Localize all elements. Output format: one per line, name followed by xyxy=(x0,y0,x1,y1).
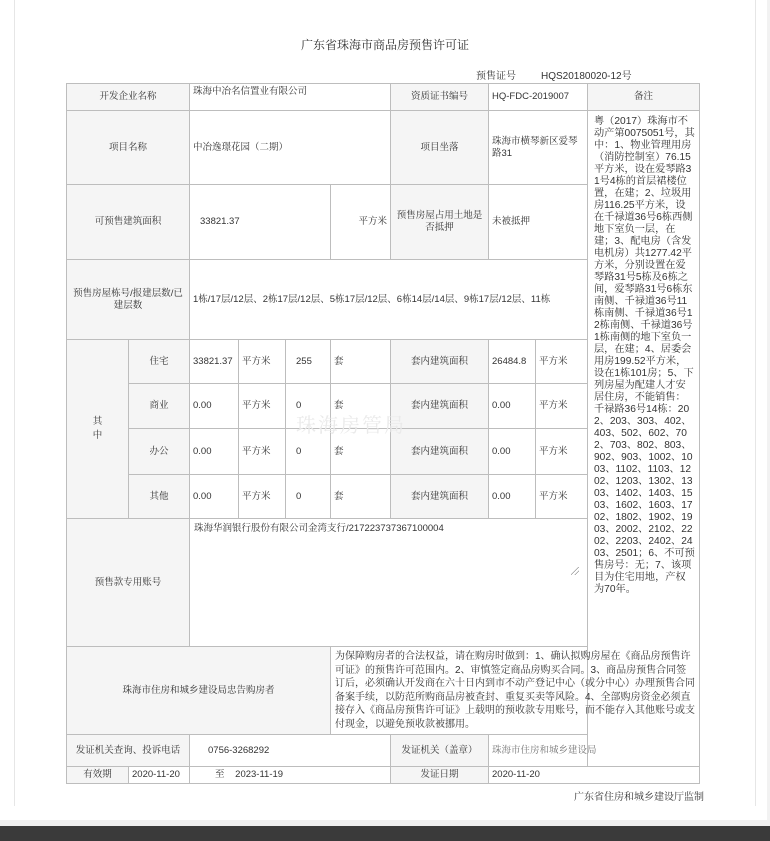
row-inner-value-residential: 26484.8 xyxy=(489,340,536,384)
row-area-unit-other: 平方米 xyxy=(239,475,286,519)
issue-date-value: 2020-11-20 xyxy=(489,767,700,784)
developer-label: 开发企业名称 xyxy=(67,84,190,111)
presale-area-label: 可预售建筑面积 xyxy=(67,185,190,260)
row-inner-unit-other: 平方米 xyxy=(536,475,588,519)
land-mortgage-label: 预售房屋占用土地是否抵押 xyxy=(391,185,489,260)
row-count-commercial: 0 xyxy=(286,384,331,429)
notice-text: 为保障购房者的合法权益，请在购房时做到：1、确认拟购房屋在《商品房预售许可证》的预售许可范围内。2、审慎签定商品房购买合同。3、商品房预售合同签订后，必须确认开发商在六十日内到市不动产登记中心（或分中心）办理预售合同备案手续，以防范所购商品房被查封、重复买卖等风险。4、全部购房资金必须直接存入《商品房预售许可证》上载明的预收款专用账号，而不能存入其他账号或支付现金，以避免预收款被挪用。 xyxy=(331,647,700,735)
cert-number-label: 预售证号 xyxy=(476,71,516,82)
row-area-unit-office: 平方米 xyxy=(239,429,286,475)
validity-from: 2020-11-20 xyxy=(129,767,190,784)
presale-area-unit: 平方米 xyxy=(331,185,391,260)
developer-value: 珠海中冶名信置业有限公司 xyxy=(190,84,391,111)
row-area-other: 0.00 xyxy=(190,475,239,519)
row-count-unit-office: 套 xyxy=(331,429,391,475)
validity-to: 2023-11-19 xyxy=(235,769,284,780)
account-label: 预售款专用账号 xyxy=(67,519,190,647)
phone-label: 发证机关查询、投诉电话 xyxy=(67,735,190,767)
cert-number-value: HQS20180020-12号 xyxy=(541,71,632,82)
issue-date-label: 发证日期 xyxy=(391,767,489,784)
presale-area-value: 33821.37 xyxy=(190,185,331,260)
notes-header: 备注 xyxy=(588,84,700,111)
account-field[interactable] xyxy=(190,519,588,647)
row-area-commercial: 0.00 xyxy=(190,384,239,429)
bottom-bar xyxy=(0,826,770,841)
project-name-value: 中冶逸璟花园（二期） xyxy=(190,111,391,185)
row-type-office: 办公 xyxy=(129,429,190,475)
notes-text: 粤（2017）珠海市不动产第0075051号，其中：1、物业管理用房（消防控制室）76.15平方米，设在爱琴路31号4栋的首层裙楼位置，在建；2、垃圾用房116.25平方米，设在千禄道36号6栋西侧地下室负一层，在建；3、配电房（含发电机房）共1277.42平方米，分别设置在爱琴路31号5栋及6栋之间，爱琴路31号6栋东南侧、千禄道36号11栋南侧、千禄道36号12栋南侧、千禄道36号1栋南侧的地下室负一层，在建；4、居委会用房199.52平方米，设在1栋101房；5、下列房屋为配建人才安居住房，不能销售：千禄路36号14栋：202、203、303、402、403、502、602、702、703、802、803、902、903、1002、1003、1102、1103、1202、1203、1302、1303、1402、1403、1503、1602、1603、1702、1802、1902、1903、2002、2102、2202、2203、2402、2403、2501；6、不可预售房号：无；7、该项目为住宅用地，产权为70年。 xyxy=(588,111,700,767)
notice-label: 珠海市住房和城乡建设局忠告购房者 xyxy=(67,647,331,735)
row-inner-unit-commercial: 平方米 xyxy=(536,384,588,429)
row-count-unit-commercial: 套 xyxy=(331,384,391,429)
phone-value: 0756-3268292 xyxy=(190,735,391,767)
row-area-office: 0.00 xyxy=(190,429,239,475)
row-area-residential: 33821.37 xyxy=(190,340,239,384)
validity-to-label: 至 xyxy=(215,769,225,780)
row-inner-unit-residential: 平方米 xyxy=(536,340,588,384)
row-inner-value-office: 0.00 xyxy=(489,429,536,475)
buildings-label: 预售房屋栋号/报建层数/已建层数 xyxy=(67,260,190,340)
row-inner-label-other: 套内建筑面积 xyxy=(391,475,489,519)
project-location-label: 项目坐落 xyxy=(391,111,489,185)
issuer-value: 珠海市住房和城乡建设局 xyxy=(489,735,700,767)
validity-range xyxy=(190,767,391,784)
validity-label: 有效期 xyxy=(67,767,129,784)
row-count-unit-other: 套 xyxy=(331,475,391,519)
row-type-commercial: 商业 xyxy=(129,384,190,429)
resize-handle-icon[interactable] xyxy=(571,567,579,575)
row-inner-label-commercial: 套内建筑面积 xyxy=(391,384,489,429)
row-type-other: 其他 xyxy=(129,475,190,519)
row-inner-unit-office: 平方米 xyxy=(536,429,588,475)
buildings-value: 1栋/17层/12层、2栋17层/12层、5栋17层/12层、6栋14层/14层、9栋17层/12层、11栋 xyxy=(190,260,588,340)
issuer-label: 发证机关（盖章） xyxy=(391,735,489,767)
row-area-unit-residential: 平方米 xyxy=(239,340,286,384)
among-label xyxy=(67,340,129,519)
row-inner-label-residential: 套内建筑面积 xyxy=(391,340,489,384)
qualification-value: HQ-FDC-2019007 xyxy=(489,84,588,111)
among-label-text: 其中 xyxy=(92,416,103,441)
row-inner-label-office: 套内建筑面积 xyxy=(391,429,489,475)
row-inner-value-other: 0.00 xyxy=(489,475,536,519)
row-inner-value-commercial: 0.00 xyxy=(489,384,536,429)
account-value: 珠海华润银行股份有限公司金湾支行/217223737367100004 xyxy=(194,523,444,534)
row-area-unit-commercial: 平方米 xyxy=(239,384,286,429)
row-type-residential: 住宅 xyxy=(129,340,190,384)
watermark: 珠海房管局 xyxy=(296,415,406,437)
project-name-label: 项目名称 xyxy=(67,111,190,185)
page-title: 广东省珠海市商品房预售许可证 xyxy=(300,38,469,52)
footer-text: 广东省住房和城乡建设厅监制 xyxy=(574,792,704,803)
land-mortgage-value: 未被抵押 xyxy=(489,185,588,260)
row-count-other: 0 xyxy=(286,475,331,519)
row-count-unit-residential: 套 xyxy=(331,340,391,384)
qualification-label: 资质证书编号 xyxy=(391,84,489,111)
row-count-office: 0 xyxy=(286,429,331,475)
project-location-value: 珠海市横琴新区爱琴路31 xyxy=(489,111,588,185)
row-count-residential: 255 xyxy=(286,340,331,384)
